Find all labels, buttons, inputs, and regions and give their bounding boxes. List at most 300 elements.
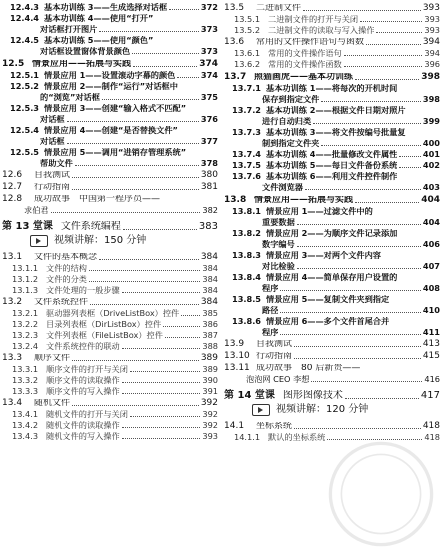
toc-entry: [224, 47, 442, 58]
dot-leader: [75, 165, 199, 166]
entry-page: 384: [202, 274, 218, 284]
toc-entry: [2, 307, 220, 318]
entry-page: 403: [422, 182, 440, 192]
entry-title: 成功故事 80 后新贵——: [256, 364, 361, 373]
toc-entry: [2, 180, 220, 192]
entry-page: 378: [200, 158, 218, 168]
chapter-page: 383: [198, 221, 218, 232]
entry-number: 13.7.1: [232, 83, 262, 93]
entry-page: 400: [422, 138, 440, 148]
entry-page: 418: [424, 432, 440, 442]
entry-page: 393: [424, 14, 440, 24]
dot-leader: [72, 405, 199, 406]
entry-number: 12.4.4: [10, 13, 40, 23]
dot-leader: [122, 427, 201, 428]
entry-number: 13.8.3: [232, 250, 262, 260]
entry-title: 随机文件的读取操作: [46, 421, 120, 430]
entry-title: 基本功训练 3——将文件按编号批量复: [266, 128, 406, 137]
toc-entry: [2, 250, 220, 262]
dot-leader: [345, 398, 419, 399]
entry-page: 413: [422, 339, 440, 349]
toc-entry: [2, 351, 220, 363]
chapter-title: 图形图像技术: [282, 390, 343, 401]
dot-leader: [123, 229, 197, 230]
toc-entry: [224, 137, 442, 148]
entry-title: 基本功训练 4——批量修改文件属性: [266, 150, 398, 159]
toc-entry: [224, 326, 442, 337]
entry-page: 376: [200, 114, 218, 124]
entry-title: 程序: [262, 328, 279, 337]
toc-entry: [2, 56, 220, 69]
entry-number: 13.7.5: [232, 160, 262, 170]
toc-entry: [224, 159, 442, 170]
entry-number: 13.3: [2, 353, 23, 363]
toc-entry: [2, 45, 220, 56]
dot-leader: [280, 290, 421, 291]
entry-title: 对话框: [40, 137, 65, 146]
toc-entry: [224, 293, 442, 304]
watermark-seal: [326, 439, 436, 549]
entry-page: 384: [200, 252, 218, 262]
entry-page: 389: [202, 364, 218, 374]
dot-leader: [130, 416, 200, 417]
dot-leader: [130, 371, 200, 372]
dot-leader: [102, 99, 199, 100]
entry-number: 12.8: [2, 194, 23, 204]
toc-entry: [2, 23, 220, 34]
entry-page: 372: [200, 2, 218, 12]
dot-leader: [177, 77, 199, 78]
dot-leader: [280, 312, 421, 313]
entry-number: 13.4.2: [12, 420, 39, 430]
toc-entry: [224, 373, 442, 384]
dot-leader: [376, 32, 422, 33]
entry-title: 基本功训练 5——使用“颜色”: [44, 36, 154, 45]
entry-title: 对话框打开图片: [40, 25, 98, 34]
dot-leader: [321, 101, 421, 102]
entry-page: 381: [200, 182, 218, 192]
dot-leader: [122, 382, 201, 383]
toc-entry: [224, 216, 442, 227]
entry-title: 情景应用 4——简单保存用户设置的: [266, 273, 398, 282]
entry-number: 13.6.1: [234, 48, 261, 58]
toc-entry: [224, 238, 442, 249]
entry-title: 对话框设置窗体背景颜色: [40, 47, 131, 56]
entry-number: 13.8.1: [232, 206, 262, 216]
entry-number: 13.2.3: [12, 330, 39, 340]
entry-title: 进行自动归类: [262, 117, 312, 126]
dot-leader: [297, 246, 421, 247]
entry-number: 13.5.1: [234, 14, 261, 24]
entry-page: 374: [200, 70, 218, 80]
dot-leader: [169, 9, 199, 10]
dot-leader: [67, 121, 199, 122]
entry-title: 文件系统控件的联动: [46, 342, 120, 351]
dot-leader: [344, 66, 423, 67]
entry-title: 文件列表框（FileListBox）控件: [46, 331, 163, 340]
toc-entry: [2, 318, 220, 329]
toc-entry: [224, 104, 442, 115]
toc-entry: [2, 396, 220, 408]
dot-leader: [133, 66, 197, 67]
dot-leader: [294, 428, 421, 429]
entry-title: 帮助文件: [40, 159, 73, 168]
entry-title: 二进制文件的读取与写入操作: [268, 26, 375, 35]
entry-page: 392: [202, 409, 218, 419]
entry-page: 404: [421, 195, 440, 205]
entry-number: 13.2.2: [12, 319, 39, 329]
dot-leader: [122, 393, 201, 394]
entry-page: 384: [202, 263, 218, 273]
entry-title: 保存到指定文件: [262, 95, 320, 104]
entry-number: 12.5: [2, 59, 25, 69]
entry-number: 12.7: [2, 182, 23, 192]
entry-page: 418: [422, 421, 440, 431]
dot-leader: [122, 292, 201, 293]
entry-number: 12.5.5: [10, 147, 40, 157]
toc-entry: [2, 284, 220, 295]
entry-number: 13.4: [2, 398, 23, 408]
entry-title: 目录列表框（DirListBox）控件: [46, 320, 162, 329]
toc-entry: [224, 13, 442, 24]
entry-number: 13.10: [224, 351, 250, 361]
dot-leader: [132, 53, 199, 54]
dot-leader: [89, 270, 200, 271]
entry-title: 基本功训练 2——根据文件日期对照片: [266, 106, 406, 115]
entry-number: 12.6: [2, 170, 23, 180]
toc-entry: [2, 204, 220, 215]
toc-entry: [224, 304, 442, 315]
toc-entry: [2, 262, 220, 273]
entry-title: 情景应用 5——调用“进销存管理系统”: [44, 148, 187, 157]
entry-title: 基本功训练 4——使用“打开”: [44, 14, 154, 23]
entry-page: 373: [200, 24, 218, 34]
entry-title: 路径: [262, 306, 279, 315]
entry-number: 13.7: [224, 72, 247, 82]
entry-page: 377: [200, 136, 218, 146]
toc-entry: [224, 69, 442, 82]
entry-title: 情景应用 6——多个文件首尾合并: [266, 317, 390, 326]
entry-title: 文件的分类: [46, 275, 87, 284]
toc-entry: [2, 113, 220, 124]
toc-entry: [224, 1, 442, 13]
entry-page: 408: [422, 283, 440, 293]
toc-entry: [2, 340, 220, 351]
entry-page: 390: [202, 375, 218, 385]
entry-title: 对比检验: [262, 262, 295, 271]
toc-entry: [224, 58, 442, 69]
toc-entry: [224, 82, 442, 93]
entry-title: 情景应用 2——为顺序文件记录添加: [266, 229, 398, 238]
entry-number: 12.5.3: [10, 103, 40, 113]
entry-title: 随机文件的打开与关闭: [46, 410, 128, 419]
toc-entry: [2, 135, 220, 146]
entry-title: 重要数据: [262, 218, 295, 227]
entry-title: 基本功训练 6——利用文件控件制作: [266, 172, 398, 181]
entry-title: 情景应用 3——对两个文件内容: [266, 251, 381, 260]
entry-title: 常用的文件操作语句与函数: [256, 38, 365, 47]
entry-number: 13.7.2: [232, 105, 262, 115]
dot-leader: [99, 31, 199, 32]
entry-number: 13.3.3: [12, 386, 39, 396]
toc-entry: [224, 419, 442, 431]
dot-leader: [181, 315, 200, 316]
dot-leader: [327, 439, 422, 440]
dot-leader: [165, 337, 200, 338]
entry-number: 13.8.5: [232, 294, 262, 304]
dot-leader: [321, 145, 421, 146]
entry-title: 泡泡网 CEO 李想: [246, 375, 310, 384]
toc-entry: [224, 315, 442, 326]
entry-page: 387: [202, 330, 218, 340]
dot-leader: [280, 334, 421, 335]
entry-page: 416: [424, 374, 440, 384]
entry-page: 393: [424, 25, 440, 35]
video-duration: [2, 232, 220, 250]
entry-title: 二进制文件的打开与关闭: [268, 15, 359, 24]
toc-entry: [224, 282, 442, 293]
video-label: 视频讲解：150 分钟: [54, 235, 147, 246]
entry-number: 13.6.2: [234, 59, 261, 69]
dot-leader: [72, 189, 199, 190]
entry-number: 13.8.2: [232, 228, 262, 238]
entry-page: 406: [422, 239, 440, 249]
dot-leader: [311, 381, 422, 382]
entry-title: 常用的文件操作语句: [268, 49, 342, 58]
entry-page: 388: [202, 341, 218, 351]
entry-title: 随机文件的写入操作: [46, 432, 120, 441]
dot-leader: [122, 438, 201, 439]
chapter-number: 第 14 堂课: [224, 390, 275, 401]
entry-number: 13.6: [224, 37, 245, 47]
entry-page: 380: [200, 170, 218, 180]
entry-number: 13.3.2: [12, 375, 39, 385]
toc-entry: [2, 419, 220, 430]
video-label: 视频讲解：120 分钟: [276, 404, 369, 415]
entry-number: 14.1: [224, 421, 245, 431]
entry-title: 照猫画虎——基本功训练: [254, 73, 354, 82]
toc-entry: [224, 431, 442, 442]
entry-number: 12.5.2: [10, 81, 40, 91]
toc-entry: [2, 124, 220, 135]
video-icon: [252, 404, 270, 416]
entry-page: 382: [202, 205, 218, 215]
toc-entry: [2, 12, 220, 23]
chapter-page: 417: [420, 390, 440, 401]
dot-leader: [67, 143, 199, 144]
entry-title: 情景应用 3——创建“输入格式不匹配”: [44, 104, 187, 113]
entry-title: 坐标系统: [256, 422, 293, 431]
entry-number: 14.1.1: [234, 432, 261, 442]
dot-leader: [399, 156, 421, 157]
video-icon: [30, 235, 48, 247]
entry-number: 12.4.3: [10, 2, 40, 12]
entry-page: 393: [202, 431, 218, 441]
entry-number: 13.5: [224, 3, 245, 13]
entry-title: 的“浏览”对话框: [40, 93, 100, 102]
dot-leader: [90, 304, 199, 305]
entry-title: 文件系统控件: [34, 298, 89, 307]
entry-title: 情景应用 5——复制文件夹到指定: [266, 295, 390, 304]
entry-title: 情景应用 1——过滤文件中的: [266, 207, 373, 216]
entry-title: 程序: [262, 284, 279, 293]
toc-entry: [2, 69, 220, 80]
entry-page: 375: [200, 92, 218, 102]
dot-leader: [366, 44, 421, 45]
entry-title: 常用的文件操作函数: [268, 60, 342, 69]
entry-number: 13.4.1: [12, 409, 39, 419]
entry-number: 12.5.4: [10, 125, 40, 135]
toc-entry: [224, 260, 442, 271]
entry-number: 12.4.5: [10, 35, 40, 45]
entry-page: 393: [422, 3, 440, 13]
chapter-title: 文件系统编程: [60, 221, 121, 232]
video-duration: [224, 401, 442, 419]
toc-entry: [224, 35, 442, 47]
entry-title: 文件浏览器: [262, 183, 303, 192]
dot-leader: [72, 177, 199, 178]
entry-page: 398: [421, 72, 440, 82]
dot-leader: [122, 348, 201, 349]
entry-number: 13.2: [2, 297, 23, 307]
entry-title: 默认的坐标系统: [268, 433, 326, 442]
toc-entry: [2, 374, 220, 385]
entry-page: 389: [200, 353, 218, 363]
toc-entry: [224, 361, 442, 373]
entry-title: 随机文件: [34, 399, 71, 408]
entry-page: 399: [422, 116, 440, 126]
entry-title: 成功故事 中国第一程序员——: [34, 195, 161, 204]
toc-entry: [2, 91, 220, 102]
dot-leader: [303, 10, 421, 11]
entry-title: 顺序文件的读取操作: [46, 376, 120, 385]
entry-title: 二进制文件: [256, 4, 302, 13]
entry-page: 373: [200, 46, 218, 56]
chapter-number: 第 13 堂课: [2, 221, 53, 232]
entry-number: 13.8: [224, 195, 247, 205]
entry-page: 411: [422, 327, 440, 337]
entry-title: 顺序文件: [34, 354, 71, 363]
chapter-heading: [224, 384, 442, 401]
toc-entry: [2, 385, 220, 396]
entry-page: 386: [202, 319, 218, 329]
entry-number: 13.7.4: [232, 149, 262, 159]
entry-title: 自我测试: [256, 340, 293, 349]
entry-title: 制到指定文件夹: [262, 139, 320, 148]
toc-entry: [2, 408, 220, 419]
entry-title: 行动指南: [34, 183, 71, 192]
entry-title: 情景应用——拓展与实践: [254, 196, 354, 205]
dot-leader: [399, 167, 421, 168]
entry-page: 415: [422, 351, 440, 361]
entry-number: 13.7.3: [232, 127, 262, 137]
entry-title: 基本功训练 3——生成选择对话框: [44, 3, 168, 12]
entry-page: 401: [422, 149, 440, 159]
entry-title: 文件的结构: [46, 264, 87, 273]
entry-page: 392: [202, 420, 218, 430]
entry-number: 13.5.2: [234, 25, 261, 35]
entry-title: 文件的基本概念: [34, 253, 98, 262]
dot-leader: [51, 212, 201, 213]
entry-title: 求伯君: [24, 206, 49, 215]
toc-right-column: [224, 1, 442, 442]
toc-entry: [224, 349, 442, 361]
toc-left-column: [2, 1, 220, 441]
toc-entry: [2, 168, 220, 180]
entry-title: 数字编号: [262, 240, 295, 249]
entry-number: 13.9: [224, 339, 245, 349]
toc-entry: [224, 271, 442, 282]
dot-leader: [355, 202, 419, 203]
dot-leader: [163, 326, 200, 327]
entry-page: 396: [424, 59, 440, 69]
toc-entry: [224, 181, 442, 192]
entry-page: 407: [422, 261, 440, 271]
toc-entry: [2, 295, 220, 307]
toc-entry: [224, 126, 442, 137]
toc-entry: [2, 363, 220, 374]
entry-page: 384: [200, 297, 218, 307]
entry-number: 13.2.4: [12, 341, 39, 351]
entry-title: 文件处理的一般步骤: [46, 286, 120, 295]
toc-entry: [224, 115, 442, 126]
toc-entry: [2, 1, 220, 12]
toc-entry: [224, 148, 442, 159]
toc-entry: [224, 249, 442, 260]
entry-page: 410: [422, 305, 440, 315]
entry-number: 13.8.6: [232, 316, 262, 326]
toc-entry: [2, 329, 220, 340]
entry-title: 驱动器列表框（DriveListBox）控件: [46, 309, 180, 318]
toc-entry: [2, 80, 220, 91]
dot-leader: [72, 360, 199, 361]
entry-number: 13.4.3: [12, 431, 39, 441]
entry-title: 自我测试: [34, 171, 71, 180]
toc-entry: [224, 205, 442, 216]
toc-entry: [224, 227, 442, 238]
entry-title: 顺序文件的写入操作: [46, 387, 120, 396]
entry-page: 385: [202, 308, 218, 318]
entry-page: 391: [202, 386, 218, 396]
entry-title: 顺序文件的打开与关闭: [46, 365, 128, 374]
entry-number: 13.1.3: [12, 285, 39, 295]
entry-number: 13.8.4: [232, 272, 262, 282]
toc-entry: [2, 430, 220, 441]
entry-number: 13.7.6: [232, 171, 262, 181]
toc-entry: [2, 157, 220, 168]
dot-leader: [355, 79, 419, 80]
entry-number: 13.1.1: [12, 263, 39, 273]
entry-number: 13.1.2: [12, 274, 39, 284]
entry-number: 13.11: [224, 363, 250, 373]
entry-title: 行动指南: [256, 352, 293, 361]
toc-entry: [2, 102, 220, 113]
toc-entry: [2, 192, 220, 204]
entry-page: 384: [202, 285, 218, 295]
entry-title: 基本功训练 5——每日文件备份系统: [266, 161, 398, 170]
toc-entry: [224, 170, 442, 181]
dot-leader: [297, 268, 421, 269]
dot-leader: [294, 346, 421, 347]
entry-page: 392: [200, 398, 218, 408]
entry-page: 404: [422, 217, 440, 227]
dot-leader: [294, 358, 421, 359]
entry-page: 398: [422, 94, 440, 104]
entry-title: 情景应用 4——创建“是否替换文件”: [44, 126, 178, 135]
entry-page: 374: [199, 59, 218, 69]
entry-title: 对话框: [40, 115, 65, 124]
entry-number: 13.2.1: [12, 308, 39, 318]
